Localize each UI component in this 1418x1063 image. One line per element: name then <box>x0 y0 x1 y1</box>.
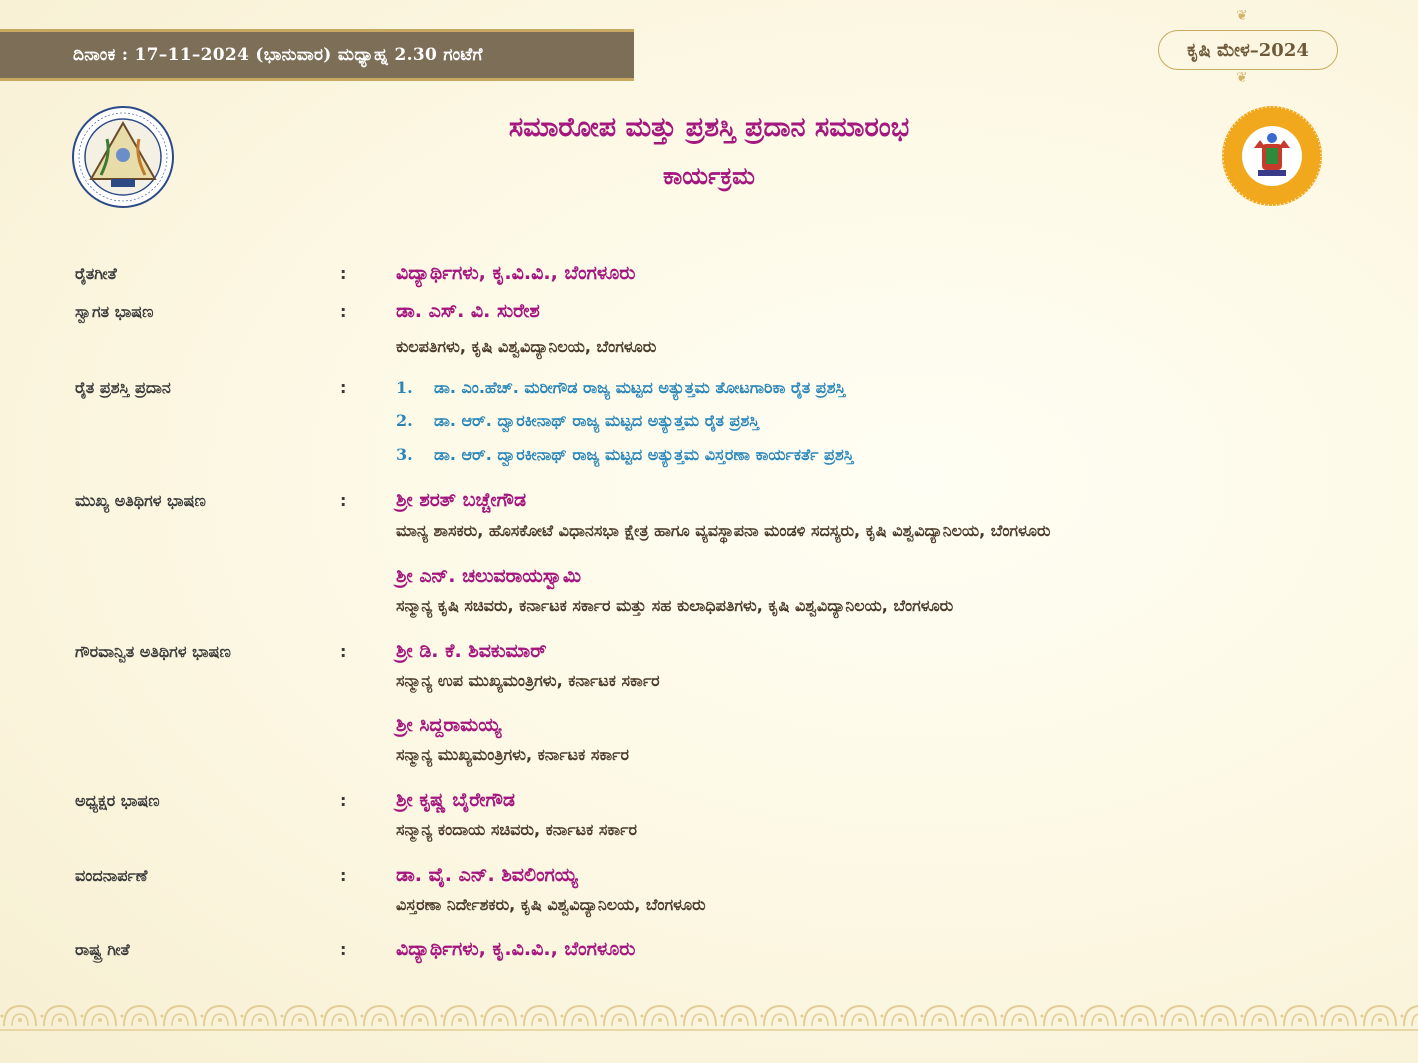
badge-text: ಕೃಷಿ ಮೇಳ–2024 <box>1187 39 1309 61</box>
row-name: ಡಾ. ವೈ. ಎನ್. ಶಿವಲಿಂಗಯ್ಯ <box>396 864 578 886</box>
row-desc: ವಿಸ್ತರಣಾ ನಿರ್ದೇಶಕರು, ಕೃಷಿ ವಿಶ್ವವಿದ್ಯಾನಿಲಯ, ಬೆಂಗಳೂರು <box>396 895 706 914</box>
row-desc: ಸನ್ಮಾನ್ಯ ಕಂದಾಯ ಸಚಿವರು, ಕರ್ನಾಟಕ ಸರ್ಕಾರ <box>396 820 637 839</box>
row-desc: ಮಾನ್ಯ ಶಾಸಕರು, ಹೊಸಕೋಟೆ ವಿಧಾನಸಭಾ ಕ್ಷೇತ್ರ ಹಾಗೂ ವ್ಯವಸ್ಥಾಪನಾ ಮಂಡಳಿ ಸದಸ್ಯರು, ಕೃಷಿ ವಿಶ್ವವಿದ್ಯಾನಿಲಯ, ಬೆಂಗಳೂರು <box>396 521 1051 540</box>
row-colon: : <box>340 866 347 885</box>
row-colon: : <box>340 642 347 661</box>
ornament-icon: ❦ <box>1236 70 1248 86</box>
award-item: 3. ಡಾ. ಆರ್. ದ್ವಾರಕೀನಾಥ್ ರಾಜ್ಯ ಮಟ್ಟದ ಅತ್ಯುತ್ತಮ ವಿಸ್ತರಣಾ ಕಾರ್ಯಕರ್ತೆ ಪ್ರಶಸ್ತಿ <box>396 445 854 464</box>
row-label: ಅಧ್ಯಕ್ಷರ ಭಾಷಣ <box>75 791 160 810</box>
row-label: ಮುಖ್ಯ ಅತಿಥಿಗಳ ಭಾಷಣ <box>75 491 206 510</box>
row-name: ವಿದ್ಯಾರ್ಥಿಗಳು, ಕೃ.ವಿ.ವಿ., ಬೆಂಗಳೂರು <box>396 938 636 960</box>
row-desc: ಸನ್ಮಾನ್ಯ ಉಪ ಮುಖ್ಯಮಂತ್ರಿಗಳು, ಕರ್ನಾಟಕ ಸರ್ಕಾರ <box>396 671 660 690</box>
row-desc: ಕುಲಪತಿಗಳು, ಕೃಷಿ ವಿಶ್ವವಿದ್ಯಾನಿಲಯ, ಬೆಂಗಳೂರು <box>396 337 657 356</box>
row-label: ರೈತ ಪ್ರಶಸ್ತಿ ಪ್ರದಾನ <box>75 378 171 397</box>
row-name: ಶ್ರೀ ಕೃಷ್ಣ ಬೈರೇಗೌಡ <box>396 789 515 811</box>
row-name: ಶ್ರೀ ಡಿ. ಕೆ. ಶಿವಕುಮಾರ್ <box>396 640 547 662</box>
row-colon: : <box>340 940 347 959</box>
page-subtitle: ಕಾರ್ಯಕ್ರಮ <box>662 162 756 190</box>
row-colon: : <box>340 791 347 810</box>
ornament-icon: ❦ <box>1236 8 1248 24</box>
row-name: ಶ್ರೀ ಸಿದ್ದರಾಮಯ್ಯ <box>396 714 502 736</box>
row-desc: ಸನ್ಮಾನ್ಯ ಕೃಷಿ ಸಚಿವರು, ಕರ್ನಾಟಕ ಸರ್ಕಾರ ಮತ್ತು ಸಹ ಕುಲಾಧಿಪತಿಗಳು, ಕೃಷಿ ವಿಶ್ವವಿದ್ಯಾನಿಲಯ, ಬೆಂಗಳೂರು <box>396 596 954 615</box>
row-label: ರೈತಗೀತೆ <box>75 264 117 283</box>
krishi-mela-badge <box>1158 30 1338 70</box>
row-label: ವಂದನಾರ್ಪಣೆ <box>75 866 148 885</box>
row-name: ಶ್ರೀ ಎನ್. ಚಲುವರಾಯಸ್ವಾಮಿ <box>396 565 582 587</box>
row-colon: : <box>340 302 347 321</box>
decorative-border <box>0 996 1418 1036</box>
date-banner <box>0 29 634 81</box>
page-title: ಸಮಾರೋಪ ಮತ್ತು ಪ್ರಶಸ್ತಿ ಪ್ರದಾನ ಸಮಾರಂಭ <box>508 112 910 143</box>
row-colon: : <box>340 264 347 283</box>
row-name: ವಿದ್ಯಾರ್ಥಿಗಳು, ಕೃ.ವಿ.ವಿ., ಬೆಂಗಳೂರು <box>396 262 636 284</box>
row-label: ಸ್ವಾಗತ ಭಾಷಣ <box>75 302 154 321</box>
row-colon: : <box>340 378 347 397</box>
row-name: ಡಾ. ಎಸ್. ವಿ. ಸುರೇಶ <box>396 300 540 322</box>
row-colon: : <box>340 491 347 510</box>
row-name: ಶ್ರೀ ಶರತ್ ಬಚ್ಚೇಗೌಡ <box>396 489 527 511</box>
row-label: ರಾಷ್ಟ್ರ ಗೀತೆ <box>75 940 130 959</box>
date-text: ದಿನಾಂಕ : 17–11–2024 (ಭಾನುವಾರ) ಮಧ್ಯಾಹ್ನ 2.30 ಗಂಟೆಗೆ <box>73 45 483 65</box>
award-item: 2. ಡಾ. ಆರ್. ದ್ವಾರಕೀನಾಥ್ ರಾಜ್ಯ ಮಟ್ಟದ ಅತ್ಯುತ್ತಮ ರೈತ ಪ್ರಶಸ್ತಿ <box>396 411 760 430</box>
award-item: 1. ಡಾ. ಎಂ.ಹೆಚ್. ಮರೀಗೌಡ ರಾಜ್ಯ ಮಟ್ಟದ ಅತ್ಯುತ್ತಮ ತೋಟಗಾರಿಕಾ ರೈತ ಪ್ರಶಸ್ತಿ <box>396 378 846 397</box>
row-desc: ಸನ್ಮಾನ್ಯ ಮುಖ್ಯಮಂತ್ರಿಗಳು, ಕರ್ನಾಟಕ ಸರ್ಕಾರ <box>396 745 629 764</box>
row-label: ಗೌರವಾನ್ವಿತ ಅತಿಥಿಗಳ ಭಾಷಣ <box>75 642 231 661</box>
